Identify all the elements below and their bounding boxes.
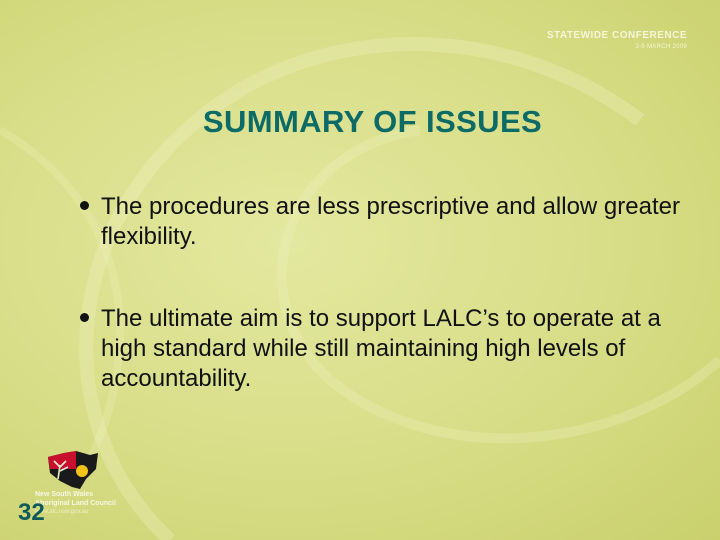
- bullet-list: [80, 192, 680, 446]
- conference-header: [547, 30, 687, 50]
- org-name-line-2: Aboriginal Land Council: [35, 500, 116, 507]
- conference-dates: 3-5 MARCH 2009: [635, 44, 687, 50]
- bullet-icon: [80, 313, 89, 322]
- slide-number: 32: [18, 499, 45, 526]
- org-website: www.alc.nsw.gov.au: [35, 509, 89, 515]
- bullet-item: [80, 304, 680, 394]
- bullet-item: [80, 192, 680, 252]
- organization-name: [35, 490, 116, 517]
- conference-title: STATEWIDE CONFERENCE: [546, 30, 687, 41]
- bullet-icon: [80, 201, 89, 210]
- bullet-text: The procedures are less prescriptive and allow greater flexibility.: [101, 193, 680, 250]
- bullet-text: The ultimate aim is to support LALC’s to operate at a high standard while still maintaining high levels of accountability.: [101, 305, 661, 392]
- slide-title: SUMMARY OF ISSUES: [202, 104, 543, 139]
- land-council-logo-icon: [46, 449, 100, 491]
- org-name-line-1: New South Wales: [35, 491, 94, 498]
